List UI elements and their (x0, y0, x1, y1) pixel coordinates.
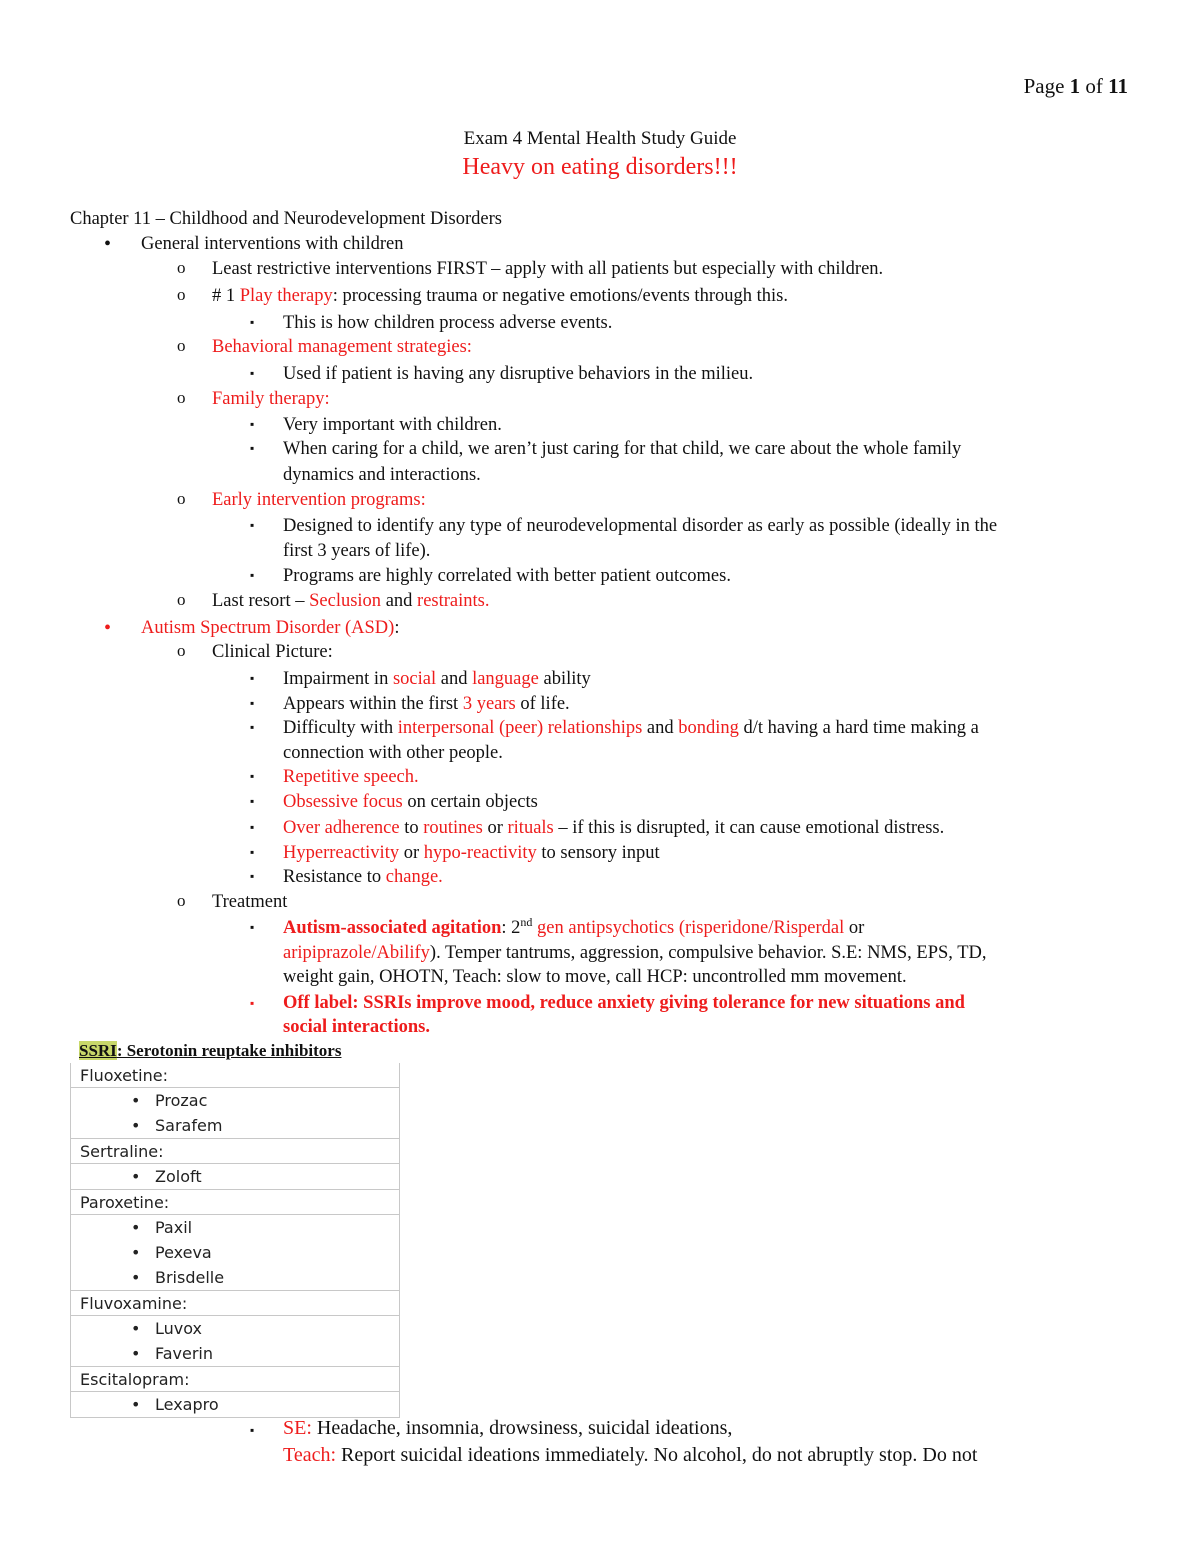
bullet-circle: o (177, 336, 186, 355)
bullet-square: ▪ (250, 996, 255, 1010)
treatment-off-label-cont: social interactions. (283, 1017, 430, 1037)
bullet-square: ▪ (250, 417, 255, 431)
drug-brand-name: • Lexapro (71, 1392, 399, 1417)
treatment-off-label: Off label: SSRIs improve mood, reduce anxiety giving tolerance for new situations and (283, 993, 965, 1013)
bullet-square: ▪ (250, 696, 255, 710)
bullet-square: ▪ (250, 869, 255, 883)
drug-brand-name: • Brisdelle (71, 1265, 399, 1290)
drug-brands-row (71, 1088, 400, 1139)
bullet-square: ▪ (250, 366, 255, 380)
bullet-square: ▪ (250, 794, 255, 808)
page-number: Page 1 of 11 (1023, 74, 1128, 98)
early-intervention-detail-1: Designed to identify any type of neurodevelopmental disorder as early as possible (ideally in the (283, 516, 998, 536)
bullet-square: ▪ (250, 671, 255, 685)
bullet-square: ▪ (250, 920, 255, 934)
behavioral-management-detail: Used if patient is having any disruptive behaviors in the milieu. (283, 364, 754, 384)
drug-brand-list (71, 1164, 400, 1190)
least-restrictive-item: Least restrictive interventions FIRST – apply with all patients but especially with children. (212, 259, 884, 279)
family-therapy-item: Family therapy: (212, 389, 330, 409)
bullet-square: ▪ (250, 1423, 255, 1437)
drug-brand-name: • Paxil (71, 1215, 399, 1240)
drug-brands-row (71, 1164, 400, 1190)
bullet-square: ▪ (250, 769, 255, 783)
bullet-circle: o (177, 489, 186, 508)
drug-brand-name: • Zoloft (71, 1164, 399, 1189)
bullet-square: ▪ (250, 518, 255, 532)
drug-brand-name: • Sarafem (71, 1113, 399, 1138)
treatment-heading: Treatment (212, 892, 288, 912)
bullet-square: ▪ (250, 441, 255, 455)
bullet-square: ▪ (250, 820, 255, 834)
clinical-item-impairment: Impairment in social and language ability (283, 669, 591, 689)
bullet-square: ▪ (250, 315, 255, 329)
bullet-circle: o (177, 285, 186, 304)
drug-name-row (71, 1190, 400, 1215)
family-therapy-detail-2: When caring for a child, we aren’t just caring for that child, we care about the whole family (283, 439, 962, 459)
drug-brand-list (71, 1088, 400, 1139)
bullet-square: ▪ (250, 845, 255, 859)
bullet-circle: o (177, 891, 186, 910)
bullet-disc: • (104, 617, 112, 639)
drug-brands-row (71, 1316, 400, 1367)
ssri-heading: SSRI: Serotonin reuptake inhibitors (79, 1041, 342, 1060)
drug-name-row (71, 1139, 400, 1164)
drug-brand-name: • Prozac (71, 1088, 399, 1113)
clinical-item-repetitive-speech: Repetitive speech. (283, 767, 419, 787)
drug-brand-name: • Luvox (71, 1316, 399, 1341)
drug-brands-row (71, 1215, 400, 1291)
document-title: Exam 4 Mental Health Study Guide (463, 128, 737, 149)
drug-generic-name: Escitalopram: (71, 1367, 400, 1392)
clinical-item-sensory: Hyperreactivity or hypo-reactivity to sensory input (283, 843, 660, 863)
treatment-agitation-cont-1: aripiprazole/Abilify). Temper tantrums, aggression, compulsive behavior. S.E: NMS, EPS, TD, (283, 943, 987, 963)
early-intervention-item: Early intervention programs: (212, 490, 426, 510)
ssri-teaching: Teach: Report suicidal ideations immediately. No alcohol, do not abruptly stop. Do not (283, 1444, 978, 1466)
drug-generic-name: Sertraline: (71, 1139, 400, 1164)
drug-generic-name: Fluoxetine: (71, 1063, 400, 1088)
bullet-square: ▪ (250, 720, 255, 734)
family-therapy-detail-1: Very important with children. (283, 415, 502, 435)
drug-brand-name: • Pexeva (71, 1240, 399, 1265)
play-therapy-item: # 1 Play therapy: processing trauma or negative emotions/events through this. (212, 286, 788, 306)
ssri-drug-table (70, 1063, 400, 1418)
bullet-circle: o (177, 590, 186, 609)
bullet-circle: o (177, 258, 186, 277)
drug-brand-list (71, 1392, 400, 1418)
early-intervention-detail-1-cont: first 3 years of life). (283, 541, 431, 561)
drug-brands-row (71, 1392, 400, 1418)
clinical-item-relationships-cont: connection with other people. (283, 743, 503, 763)
bullet-circle: o (177, 388, 186, 407)
behavioral-management-item: Behavioral management strategies: (212, 337, 472, 357)
general-interventions-heading: General interventions with children (141, 234, 404, 254)
treatment-agitation: Autism-associated agitation: 2nd gen antipsychotics (risperidone/Risperdal or (283, 914, 865, 938)
asd-heading: Autism Spectrum Disorder (ASD): (141, 618, 400, 638)
clinical-item-resistance: Resistance to change. (283, 867, 443, 887)
document-subtitle: Heavy on eating disorders!!! (462, 154, 738, 180)
bullet-disc: • (104, 233, 112, 255)
bullet-square: ▪ (250, 568, 255, 582)
last-resort-item: Last resort – Seclusion and restraints. (212, 591, 490, 611)
drug-brand-list (71, 1316, 400, 1367)
drug-generic-name: Fluvoxamine: (71, 1291, 400, 1316)
drug-name-row (71, 1063, 400, 1088)
play-therapy-detail: This is how children process adverse events. (283, 313, 613, 333)
clinical-item-obsessive-focus: Obsessive focus on certain objects (283, 792, 538, 812)
chapter-heading: Chapter 11 – Childhood and Neurodevelopment Disorders (70, 209, 502, 229)
ssri-side-effects: SE: Headache, insomnia, drowsiness, suicidal ideations, (283, 1417, 733, 1439)
drug-name-row (71, 1367, 400, 1392)
treatment-agitation-cont-2: weight gain, OHOTN, Teach: slow to move, call HCP: uncontrolled mm movement. (283, 967, 907, 987)
early-intervention-detail-2: Programs are highly correlated with better patient outcomes. (283, 566, 731, 586)
drug-brand-name: • Faverin (71, 1341, 399, 1366)
clinical-picture-heading: Clinical Picture: (212, 642, 333, 662)
drug-name-row (71, 1291, 400, 1316)
clinical-item-relationships: Difficulty with interpersonal (peer) relationships and bonding d/t having a hard time making a (283, 718, 979, 738)
drug-brand-list (71, 1215, 400, 1291)
family-therapy-detail-2-cont: dynamics and interactions. (283, 465, 481, 485)
clinical-item-onset: Appears within the first 3 years of life. (283, 694, 570, 714)
clinical-item-routines: Over adherence to routines or rituals – if this is disrupted, it can cause emotional distress. (283, 818, 945, 838)
bullet-circle: o (177, 641, 186, 660)
drug-generic-name: Paroxetine: (71, 1190, 400, 1215)
